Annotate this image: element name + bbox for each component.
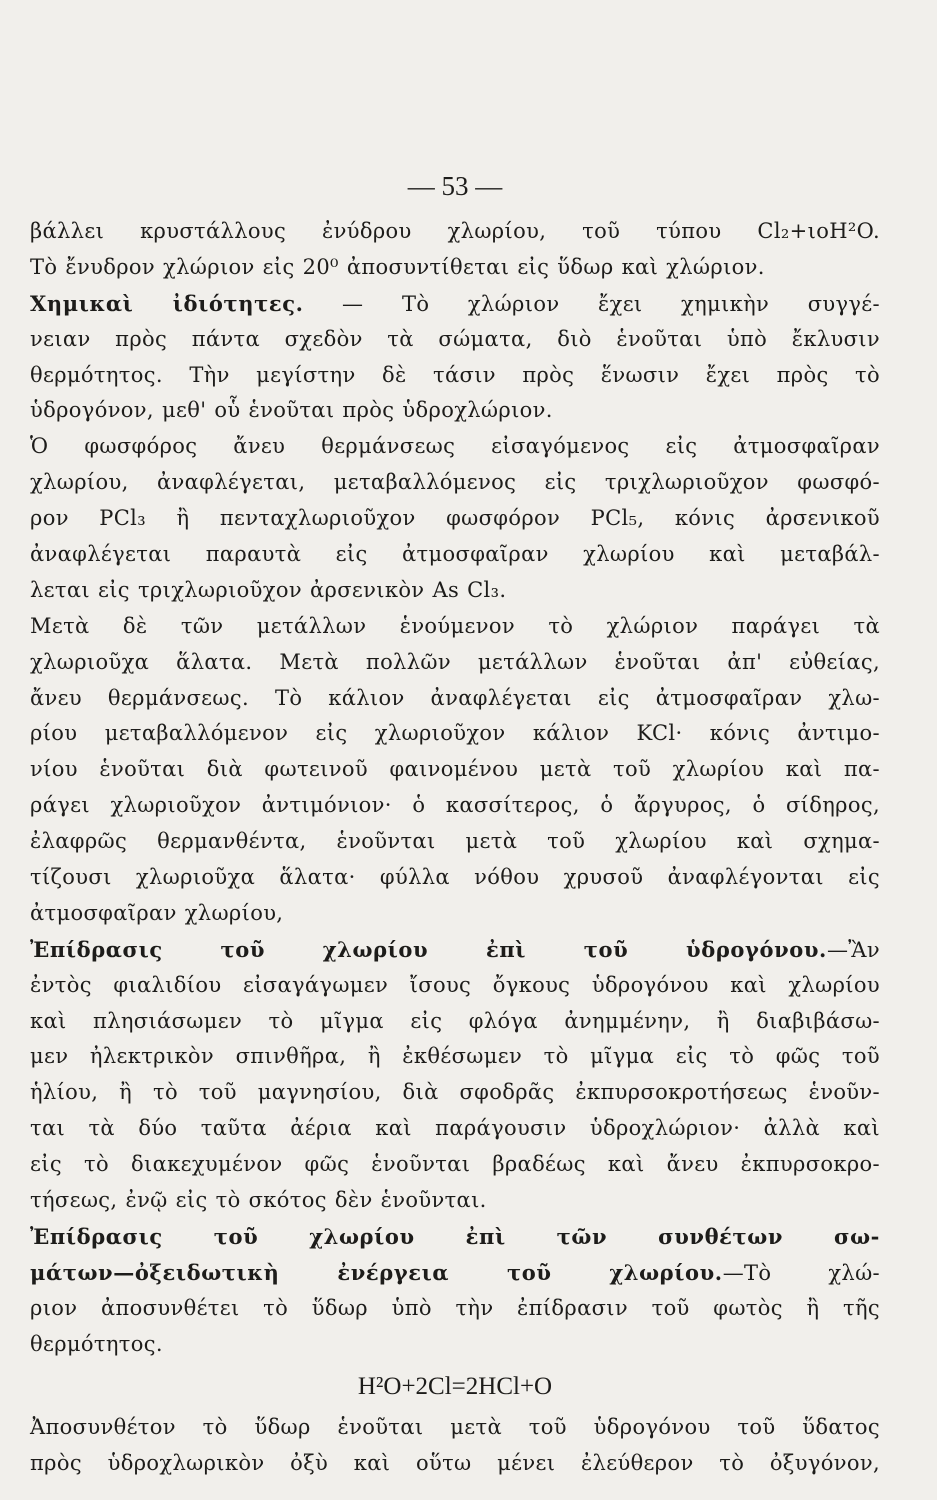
text-line [30,645,880,681]
line-text: καὶ πλησιάσωμεν τὸ μῖγμα εἰς φλόγα ἀνημμένην, ἢ διαβιβάσω- [30,1008,880,1033]
text-line [30,1219,880,1255]
text-line [30,752,880,788]
line-text: μεν ἠλεκτρικὸν σπινθῆρα, ἢ ἐκθέσωμεν τὸ μῖγμα εἰς τὸ φῶς τοῦ [30,1044,880,1069]
line-text: θερμότητος. [30,1331,163,1356]
text-line [30,1004,880,1040]
text-line [30,429,880,465]
text-line [30,1183,880,1219]
section-heading: Ἐπίδρασις τοῦ χλωρίου ἐπὶ τοῦ ὑδρογόνου. [30,936,827,962]
line-text: πρὸς ὑδροχλωρικὸν ὀξὺ καὶ οὕτω μένει ἐλεύθερον τὸ ὀξυγόνον, [30,1451,880,1476]
line-text: χλωρίου, ἀναφλέγεται, μεταβαλλόμενος εἰς τριχλωριοῦχον φωσφό- [30,470,880,495]
line-text: ἀναφλέγεται παραυτὰ εἰς ἀτμοσφαῖραν χλωρίου καὶ μεταβάλ- [30,542,880,567]
section-heading: Ἐπίδρασις τοῦ χλωρίου ἐπὶ τῶν συνθέτων σω- [30,1223,880,1249]
text-line [30,1039,880,1075]
line-text: —Τὸ χλώ- [722,1260,880,1285]
line-text: βάλλει κρυστάλλους ἐνύδρου χλωρίου, τοῦ τύπου Cl₂+ιοH²O. [30,219,880,243]
text-line [30,932,880,968]
text-line [30,1147,880,1183]
line-text: ἐντὸς φιαλιδίου εἰσαγάγωμεν ἴσους ὄγκους ὑδρογόνου καὶ χλωρίου [30,972,880,997]
text-line [30,1075,880,1111]
book-page [30,168,880,1482]
text-line [30,358,880,394]
line-text: νειαν πρὸς πάντα σχεδὸν τὰ σώματα, διὸ ἑνοῦται ὑπὸ ἔκλυσιν [30,326,880,351]
line-text: εἰς τὸ διακεχυμένον φῶς ἑνοῦνται βραδέως καὶ ἄνευ ἐκπυρσοκρο- [30,1152,880,1177]
chemical-equation [30,1369,880,1405]
text-line [30,1327,880,1363]
text-line [30,788,880,824]
text-line [30,1291,880,1327]
text-line [30,1111,880,1147]
text-line [30,537,880,573]
line-text: ὑδρογόνον, μεθ' οὗ ἑνοῦται πρὸς ὑδροχλώριον. [30,398,553,423]
line-text: H²O+2Cl=2HCl+O [357,1372,553,1400]
text-line [30,716,880,752]
line-text: Ὁ φωσφόρος ἄνευ θερμάνσεως εἰσαγόμενος εἰς ἀτμοσφαῖραν [30,434,880,459]
line-text: τήσεως, ἐνῷ εἰς τὸ σκότος δὲν ἑνοῦνται. [30,1188,487,1213]
line-text: ριον ἀποσυνθέτει τὸ ὕδωρ ὑπὸ τὴν ἐπίδρασιν τοῦ φωτὸς ἢ τῆς [30,1295,880,1320]
text-line [30,322,880,358]
line-text: λεται εἰς τριχλωριοῦχον ἀρσενικὸν As Cl₃. [30,577,507,602]
section-heading: μάτων—ὀξειδωτικὴ ἐνέργεια τοῦ χλωρίου. [30,1259,723,1285]
line-text: Τὸ ἔνυδρον χλώριον εἰς 20⁰ ἀποσυντίθεται εἰς ὕδωρ καὶ χλώριον. [30,254,765,279]
text-line [30,824,880,860]
line-text: χλωριοῦχα ἅλατα. Μετὰ πολλῶν μετάλλων ἑνοῦται ἀπ' εὐθείας, [30,649,880,674]
text-line [30,465,880,501]
line-text: Μετὰ δὲ τῶν μετάλλων ἑνούμενον τὸ χλώριον παράγει τὰ [30,613,880,638]
section-heading: Χημικαὶ ἰδιότητες. [30,290,304,316]
line-text: ἄνευ θερμάνσεως. Τὸ κάλιον ἀναφλέγεται εἰς ἀτμοσφαῖραν χλω- [30,685,880,710]
text-line [30,681,880,717]
line-text: νίου ἑνοῦται διὰ φωτεινοῦ φαινομένου μετὰ τοῦ χλωρίου καὶ πα- [30,757,880,782]
body-text [30,214,880,1482]
text-line [30,286,880,322]
line-text: ρίου μεταβαλλόμενον εἰς χλωριοῦχον κάλιον KCl· κόνις ἀντιμο- [30,721,880,746]
text-line [30,573,880,609]
text-line [30,609,880,645]
line-text: ἀτμοσφαῖραν χλωρίου, [30,900,284,925]
line-text: ἡλίου, ἢ τὸ τοῦ μαγνησίου, διὰ σφοδρᾶς ἐκπυρσοκροτήσεως ἑνοῦν- [30,1080,880,1105]
text-line [30,250,880,286]
line-text: — Τὸ χλώριον ἔχει χημικὴν συγγέ- [303,291,880,316]
line-text: τίζουσι χλωριοῦχα ἅλατα· φύλλα νόθου χρυσοῦ ἀναφλέγονται εἰς [30,865,880,890]
line-text: ράγει χλωριοῦχον ἀντιμόνιον· ὁ κασσίτερος, ὁ ἄργυρος, ὁ σίδηρος, [30,793,880,818]
text-line [30,393,880,429]
text-line [30,1446,880,1482]
text-line [30,968,880,1004]
line-text: —Ἂν [826,937,880,962]
text-line [30,1255,880,1291]
text-line [30,1410,880,1446]
line-text: θερμότητος. Τὴν μεγίστην δὲ τάσιν πρὸς ἕνωσιν ἔχει πρὸς τὸ [30,362,880,387]
line-text: ρον PCl₃ ἢ πενταχλωριοῦχον φωσφόρον PCl₅, κόνις ἀρσενικοῦ [30,506,880,531]
text-line [30,860,880,896]
line-text: ται τὰ δύο ταῦτα ἀέρια καὶ παράγουσιν ὑδροχλώριον· ἀλλὰ καὶ [30,1116,880,1141]
text-line [30,214,880,250]
text-line [30,896,880,932]
line-text: ἐλαφρῶς θερμανθέντα, ἑνοῦνται μετὰ τοῦ χλωρίου καὶ σχημα- [30,829,880,854]
page-number: — 53 — [407,171,503,201]
line-text: Ἀποσυνθέτον τὸ ὕδωρ ἑνοῦται μετὰ τοῦ ὑδρογόνου τοῦ ὕδατος [30,1415,880,1440]
text-line [30,501,880,537]
